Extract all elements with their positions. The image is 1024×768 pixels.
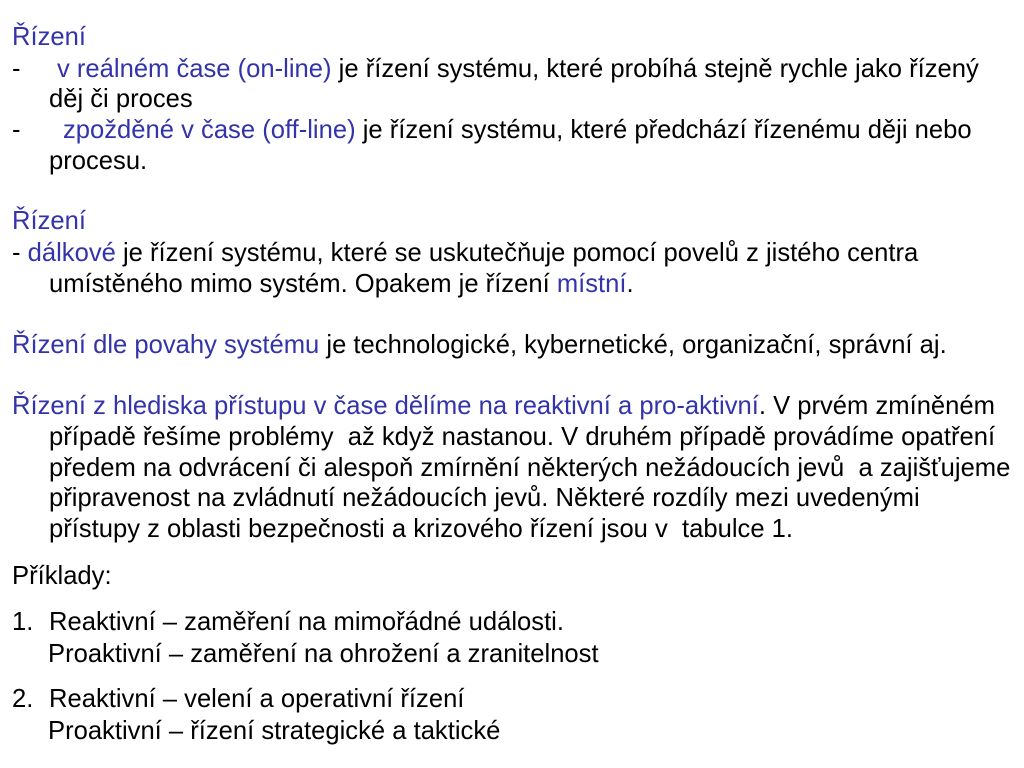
example-proactive: Proaktivní – řízení strategické a taktické xyxy=(48,717,501,745)
item-offline xyxy=(12,115,972,146)
list-number: 1. xyxy=(12,608,34,636)
definition-offline-continued: procesu. xyxy=(49,147,148,175)
period: . xyxy=(626,270,634,298)
examples-heading: Příklady: xyxy=(12,562,112,590)
paragraph-line: předem na odvrácení či alespoň zmírnění některých nežádoucích jevů a zajišťujeme xyxy=(49,454,1011,482)
bullet-dash: - xyxy=(12,239,21,267)
bullet-dash: - xyxy=(12,116,21,144)
definition-system-nature: je technologické, kybernetické, organizační, správní aj. xyxy=(326,331,947,359)
term-local: místní xyxy=(556,270,627,298)
bullet-dash: - xyxy=(12,55,21,83)
list-item xyxy=(12,684,464,715)
heading-rizeni-location: Řízení xyxy=(12,207,86,235)
definition-online: je řízení systému, které probíhá stejně rychle jako řízený xyxy=(338,55,979,83)
list-item xyxy=(12,607,564,638)
item-remote xyxy=(12,238,918,269)
paragraph-system-nature xyxy=(12,330,947,361)
definition-time-approach: . V prvém zmíněném xyxy=(758,392,995,420)
definition-remote: je řízení systému, které se uskutečňuje pomocí povelů z jistého centra xyxy=(123,239,919,267)
heading-rizeni-timing: Řízení xyxy=(12,23,86,51)
item-online xyxy=(12,54,979,85)
list-number: 2. xyxy=(12,685,34,713)
term-system-nature: Řízení dle povahy systému xyxy=(12,331,320,359)
paragraph-line: případě řešíme problémy až když nastanou. V druhém případě provádíme opatření xyxy=(49,423,996,451)
definition-offline: je řízení systému, které předchází řízenému ději nebo xyxy=(362,116,972,144)
term-remote: dálkové xyxy=(27,239,116,267)
term-offline: zpožděné v čase (off-line) xyxy=(63,116,356,144)
paragraph-line: připravenost na zvládnutí nežádoucích jevů. Některé rozdíly mezi uvedenými xyxy=(49,484,920,512)
term-online: v reálném čase (on-line) xyxy=(57,55,332,83)
definition-remote-cont-text: umístěného mimo systém. Opakem je řízení xyxy=(49,270,550,298)
term-time-approach: Řízení z hlediska přístupu v čase dělíme na reaktivní a pro-aktivní xyxy=(12,392,759,420)
paragraph-time-approach xyxy=(12,391,995,422)
definition-remote-continued xyxy=(49,269,634,300)
definition-online-continued: děj či proces xyxy=(49,85,193,113)
example-reactive: Reaktivní – velení a operativní řízení xyxy=(49,685,465,713)
paragraph-line: přístupy z oblasti bezpečnosti a krizového řízení jsou v tabulce 1. xyxy=(49,515,794,543)
example-proactive: Proaktivní – zaměření na ohrožení a zranitelnost xyxy=(48,640,599,668)
example-reactive: Reaktivní – zaměření na mimořádné události. xyxy=(49,608,564,636)
